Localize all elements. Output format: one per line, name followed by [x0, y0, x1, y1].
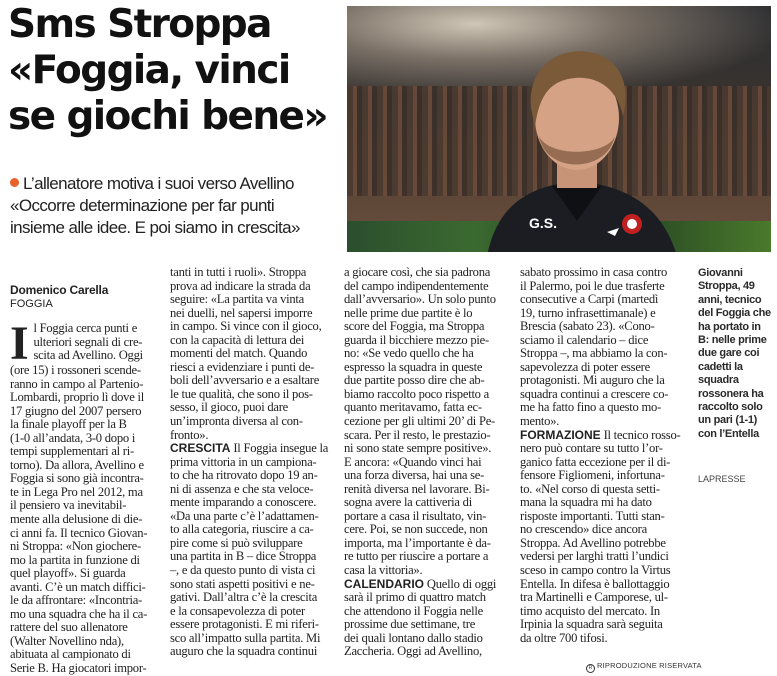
author-name: Domenico Carella — [10, 283, 109, 297]
headline-line-2: «Foggia, vinci — [8, 48, 290, 93]
reproduction-notice: R RIPRODUZIONE RISERVATA — [586, 661, 702, 673]
headline-line-3: se giochi bene» — [8, 94, 327, 139]
text-line: seguire: «La partita va vinta — [170, 292, 305, 307]
text-line: no crescendo» dice ancora — [520, 522, 647, 537]
text-line: tra Martinelli e Camporese, ul- — [520, 590, 668, 605]
text-line: tanti in tutti i ruoli». Stroppa — [170, 265, 307, 279]
text-line: cere. Poi, se non succede, non — [344, 522, 488, 537]
text-line: mo una squadra che ha il ca- — [10, 606, 148, 621]
text-line: riesci a evidenziare i punti de- — [170, 359, 315, 374]
text-line: scita ad Avellino. Oggi — [33, 348, 143, 363]
text-line: scara. Per il resto, le prestazio- — [344, 427, 491, 442]
headline-line-1: Sms Stroppa — [8, 2, 271, 47]
text-line: no: «Se vedo quello che ha — [344, 346, 474, 361]
text-line: biamo raccolto poco rispetto a — [344, 386, 489, 401]
text-line: Entella. In difesa è ballottaggio — [520, 576, 670, 591]
text-line: casa la vittoria». — [344, 563, 423, 578]
text-line: prima vittoria in un campiona- — [170, 454, 317, 469]
text-line: consecutive a Carpi (martedì — [520, 292, 659, 307]
summary-line-2: «Occorre determinazione per far punti — [10, 196, 275, 215]
subhead-formazione: FORMAZIONE — [520, 427, 601, 442]
text-line: ranno in campo al Partenio- — [10, 376, 144, 391]
text-line: mente alla delusione di die- — [10, 512, 143, 527]
text-line: avanti. C’è un match diffici- — [10, 579, 146, 594]
text-line: Quello di oggi — [424, 576, 497, 591]
text-line: prova ad indicare la strada da — [170, 278, 311, 293]
text-line: (1-0 all’andata, 3-0 dopo i — [10, 430, 136, 445]
text-line: ci anni fa. Il tecnico Giovan- — [10, 525, 148, 540]
text-line: importa, ma l’importante è da- — [344, 535, 491, 550]
text-line: boli dell’avversario e a esaltare — [170, 373, 320, 388]
text-line: ni sono state sempre positive». — [344, 441, 492, 456]
text-line: Stroppa. Ad Avellino potrebbe — [520, 535, 666, 550]
text-line: ni Stroppa: «Non giochere- — [10, 539, 141, 554]
text-line: fronto». — [170, 427, 209, 442]
headline — [8, 2, 346, 140]
text-line: mento». — [520, 414, 560, 429]
text-line: Il Foggia insegue la — [230, 441, 329, 456]
text-line: dei quali lontano dallo stadio — [344, 630, 483, 645]
text-line: Stroppa –, ma abbiamo la con- — [520, 346, 668, 361]
summary-line-1: L’allenatore motiva i suoi verso Avellino — [23, 174, 294, 193]
text-line: guarda il bicchiere mezzo pie- — [344, 332, 489, 347]
subhead-crescita: CRESCITA — [170, 441, 231, 456]
photo-caption: Giovanni Stroppa, 49 anni, tecnico del Foggia che ha portato in B: nelle prime due gare coi cadetti la squadra rossonera ha raccolto solo un pari (1-1) con l’Entella — [698, 267, 771, 440]
text-line: auguro che la squadra continui — [170, 644, 318, 659]
text-line: la finale playoff per la B — [10, 417, 127, 432]
summary — [10, 173, 346, 239]
text-line: l Foggia cerca punti e — [33, 321, 138, 335]
text-line: 19, turno infrasettimanale) e — [520, 305, 656, 320]
text-line: cezione per gli ultimi 20’ di Pe- — [344, 414, 495, 429]
text-line: Irpinia la squadra sarà seguita — [520, 617, 663, 632]
text-line: sabato prossimo in casa contro — [520, 265, 668, 279]
text-line: sarà il primo di quattro match — [344, 590, 486, 605]
article-column-4 — [520, 266, 692, 645]
text-line: sapevolezza di poter essere — [520, 359, 650, 374]
text-line: te in Lega Pro nel 2012, ma — [10, 484, 143, 499]
text-line: renità diversa nel lavorare. Bi- — [344, 481, 490, 496]
text-line: (Walter Novellino nda), — [10, 633, 124, 648]
text-line: un’impronta diversa al con- — [170, 414, 303, 429]
text-line: protagonisti. Mi auguro che la — [520, 373, 665, 388]
text-line: –, e da questo punto di vista ci — [170, 563, 316, 578]
text-line: sono stati aspetti positivi e ne- — [170, 576, 315, 591]
text-line: ni di assenza e che sta veloce- — [170, 481, 314, 496]
summary-line-3: insieme alle idee. E poi siamo in crescita» — [10, 218, 300, 237]
text-line: Il tecnico rosso- — [600, 427, 681, 442]
text-line: Serie B. Ha giocatori impor- — [10, 661, 147, 676]
text-line: momenti del match. Quando — [170, 346, 308, 361]
text-line: essere protagonisti. E mi riferi- — [170, 617, 319, 632]
text-line: mente imparando a conoscere. — [170, 495, 317, 510]
text-line: Brescia (sabato 23). «Cono- — [520, 319, 655, 334]
text-line: «Da una parte c’è l’adattamen- — [170, 508, 319, 523]
text-line: 17 giugno del 2007 persero — [10, 403, 142, 418]
bullet-dot-icon — [10, 178, 19, 187]
text-line: dall’avversario». Un solo punto — [344, 292, 496, 307]
text-line: ulteriori segnali di cre- — [33, 334, 143, 349]
text-line: Foggia si sono già incontra- — [10, 471, 144, 486]
text-line: mana la squadra mi ha dato — [520, 495, 652, 510]
text-line: con la capacità di lettura dei — [170, 332, 305, 347]
text-line: quanto meritavamo, fatta ec- — [344, 400, 482, 415]
photo-credit: LAPRESSE — [698, 474, 746, 484]
text-line: quel playoff». Si guarda — [10, 566, 126, 581]
text-line: fensore Figliomeni, infortuna- — [520, 468, 665, 483]
text-line: nei duelli, nel sapersi imporre — [170, 305, 313, 320]
text-line: risposte importanti. Tutti stan- — [520, 508, 665, 523]
article-column-2 — [170, 266, 338, 659]
text-line: E ancora: «Quando vinci hai — [344, 454, 482, 469]
text-line: prossime due settimane, tre — [344, 617, 476, 632]
text-line: il Palermo, poi le due trasferte — [520, 278, 665, 293]
text-line: re tutto per riuscire a portare a — [344, 549, 489, 564]
text-line: to. «Nel corso di questa setti- — [520, 481, 660, 496]
text-line: tempi supplementari al ri- — [10, 444, 134, 459]
text-line: Lombardi, proprio lì dove il — [10, 390, 144, 405]
text-line: in campo. Si vince con il gioco, — [170, 319, 322, 334]
article-column-3 — [344, 266, 514, 659]
text-line: sceso in campo contro la Virtus — [520, 563, 671, 578]
text-line: sciamo il calendario – dice — [520, 332, 649, 347]
text-line: nero può contare su tutto l’or- — [520, 441, 663, 456]
text-line: che attendono il Foggia nelle — [344, 603, 483, 618]
text-line: sogna avere la cattiveria di — [344, 495, 472, 510]
text-line: pire come si può sviluppare — [170, 535, 303, 550]
article-column-1 — [10, 317, 165, 676]
text-line: ganico fatta eccezione per il di- — [520, 454, 671, 469]
coach-figure-icon — [457, 36, 697, 252]
text-line: mo la partita in funzione di — [10, 552, 140, 567]
text-line: vedersi per larghi tratti l’undici — [520, 549, 669, 564]
text-line: me ha fatto fino a questo mo- — [520, 400, 662, 415]
copyright-circle-icon: R — [586, 664, 595, 673]
text-line: rattere del suo allenatore — [10, 620, 128, 635]
text-line: una forza diversa, hai una se- — [344, 468, 485, 483]
text-line: due partite posso dire che ab- — [344, 373, 485, 388]
text-line: squadra continui a crescere co- — [520, 386, 669, 401]
text-line: torno). Da allora, Avellino e — [10, 457, 144, 472]
text-line: score del Foggia, ma Stroppa — [344, 319, 485, 334]
text-line: da oltre 700 tifosi. — [520, 630, 608, 645]
text-line: portare a casa il risultato, vin- — [344, 508, 487, 523]
text-line: le tue qualità, che sono il pos- — [170, 386, 313, 401]
text-line: il pensiero va inevitabil- — [10, 498, 127, 513]
jersey-text: G.S. — [529, 215, 558, 231]
text-line: le da affrontare: «Incontria- — [10, 593, 143, 608]
dateline-place: FOGGIA — [10, 298, 53, 310]
text-line: nelle prime due partite è lo — [344, 305, 473, 320]
text-line: Zaccheria. Oggi ad Avellino, — [344, 644, 482, 659]
text-line: abituata al campionato di — [10, 647, 131, 662]
text-line: del campo indipendentemente — [344, 278, 489, 293]
dropcap: I — [10, 317, 29, 370]
subhead-calendario: CALENDARIO — [344, 576, 424, 591]
text-line: to che ha ritrovato dopo 19 an- — [170, 468, 318, 483]
text-line: espresso la squadra in queste — [344, 359, 483, 374]
text-line: (ore 15) i rossoneri scende- — [10, 363, 141, 377]
text-line: gativi. Dall’altra c’è la crescita — [170, 590, 318, 605]
text-line: e la consapevolezza di poter — [170, 603, 305, 618]
text-line: sco all’impatto sulla partita. Mi — [170, 630, 321, 645]
byline — [10, 283, 160, 310]
coach-photo — [347, 6, 771, 252]
text-line: sesso, il gioco, puoi dare — [170, 400, 289, 415]
text-line: timo acquisto del mercato. In — [520, 603, 660, 618]
text-line: una partita in B – dice Stroppa — [170, 549, 317, 564]
text-line: a giocare così, che sia padrona — [344, 265, 491, 279]
text-line: to alla categoria, riuscire a ca- — [170, 522, 314, 537]
